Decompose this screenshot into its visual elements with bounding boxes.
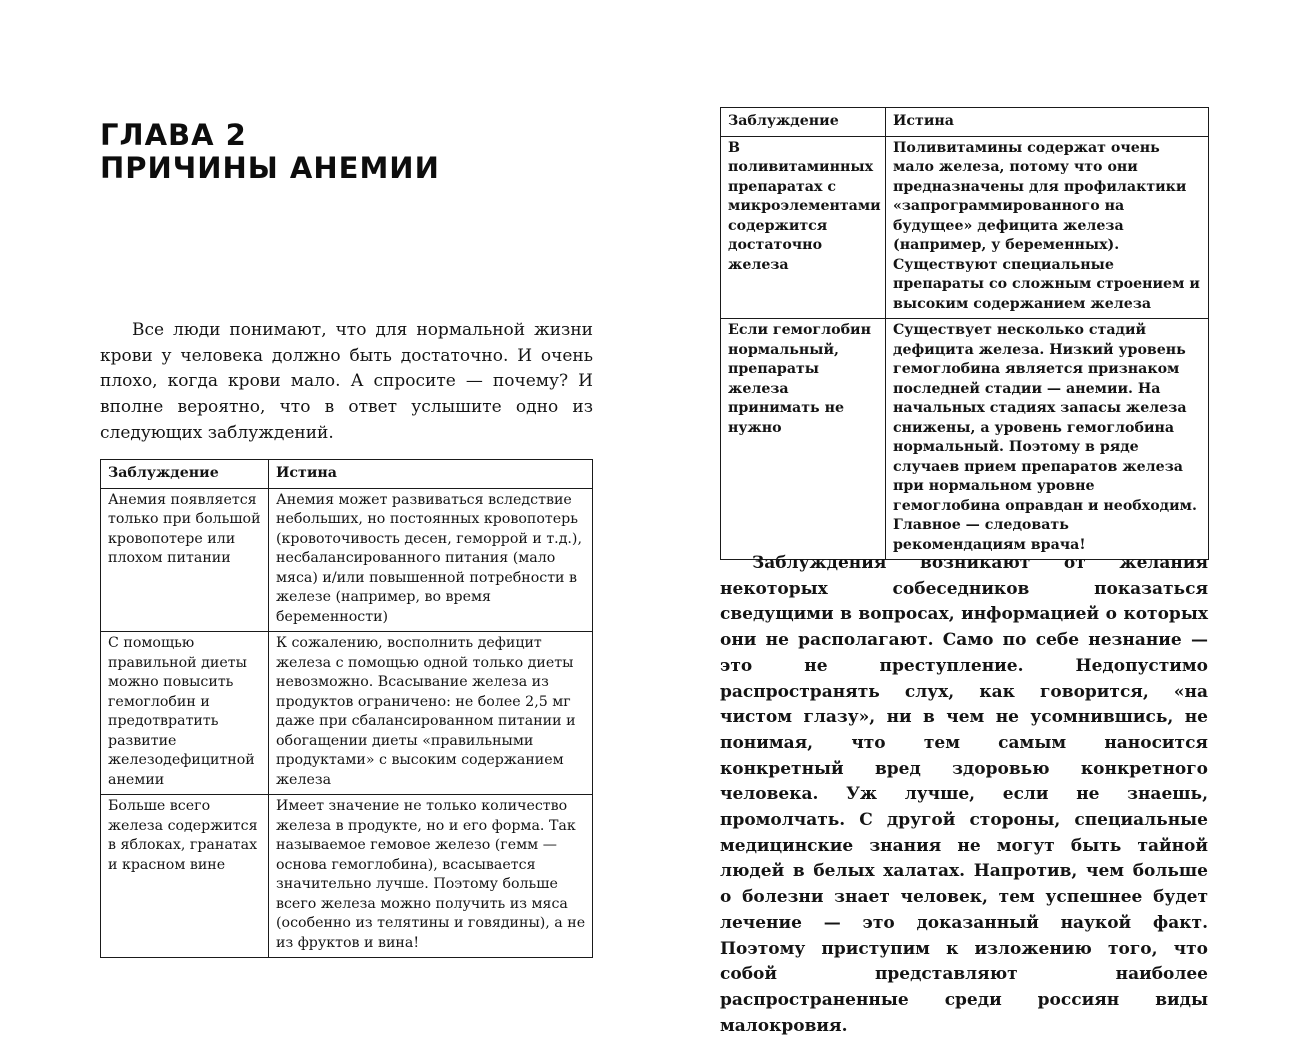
table-row — [721, 136, 1209, 319]
table-header-row — [101, 460, 593, 489]
chapter-title: ПРИЧИНЫ АНЕМИИ — [100, 151, 440, 185]
truth-cell: Поливитамины содержат очень мало железа, потому что они предназначены для профилактики «запрограммированного на будущее» дефицита железа (например, у беременных). Существуют специальные препараты со сложным строением и высоким содержанием железа — [886, 136, 1209, 319]
truth-cell: Существует несколько стадий дефицита железа. Низкий уровень гемоглобина является признаком последней стадии — анемии. На начальных стадиях запасы железа снижены, а уровень гемоглобина нормальный. Поэтому в ряде случаев прием препаратов железа при нормальном уровне гемоглобина оправдан и необходим. Главное — следовать рекомендациям врача! — [886, 319, 1209, 560]
table-row — [721, 319, 1209, 560]
myths-table-left — [100, 459, 593, 958]
myth-cell: С помощью правильной диеты можно повысить гемоглобин и предотвратить развитие железодефицитной анемии — [101, 632, 269, 795]
table-header-row — [721, 108, 1209, 137]
header-truth: Истина — [886, 108, 1209, 137]
chapter-label: ГЛАВА 2 — [100, 118, 247, 152]
table-row — [101, 488, 593, 632]
header-myth: Заблуждение — [101, 460, 269, 489]
truth-cell: Имеет значение не только количество железа в продукте, но и его форма. Так называемое гемовое железо (гемм — основа гемоглобина), всасывается значительно лучше. Поэтому больше всего железа можно получить из мяса (особенно из телятины и говядины), а не из фруктов и вина! — [269, 795, 593, 958]
intro-paragraph: Все люди понимают, что для нормальной жизни крови у человека должно быть достаточно. И очень плохо, когда крови мало. А спросите — почему? И вполне вероятно, что в ответ услышите одно из следующих заблуждений. — [100, 320, 593, 443]
myths-table-right — [720, 107, 1209, 560]
header-truth: Истина — [269, 460, 593, 489]
truth-cell: Анемия может развиваться вследствие небольших, но постоянных кровопотерь (кровоточивость десен, геморрой и т.д.), несбалансированного питания (мало мяса) и/или повышенной потребности в железе (например, во время беременности) — [269, 488, 593, 632]
table-row — [101, 795, 593, 958]
closing-paragraph: Заблуждения возникают от желания некоторых собеседников показаться сведущими в вопросах, информацией о которых они не располагают. Само по себе незнание — это не преступление. Недопустимо распространять слух, как говорится, «на чистом глазу», ни в чем не усомнившись, не понимая, что тем самым наносится конкретный вред здоровью конкретного человека. Уж лучше, если не знаешь, промолчать. С другой стороны, специальные медицинские знания не могут быть тайной людей в белых халатах. Напротив, чем больше о болезни знает человек, тем успешнее будет лечение — это доказанный наукой факт. Поэтому приступим к изложению того, что собой представляют наиболее распространенные среди россиян виды малокровия. — [720, 553, 1208, 1036]
myth-cell: В поливитаминных препаратах с микроэлементами содержится достаточно железа — [721, 136, 886, 319]
myth-cell: Анемия появляется только при большой кровопотере или плохом питании — [101, 488, 269, 632]
header-myth: Заблуждение — [721, 108, 886, 137]
table-row — [101, 632, 593, 795]
myth-cell: Больше всего железа содержится в яблоках, гранатах и красном вине — [101, 795, 269, 958]
truth-cell: К сожалению, восполнить дефицит железа с помощью одной только диеты невозможно. Всасывание железа из продуктов ограничено: не более 2,5 мг даже при сбалансированном питании и обогащении диеты «правильными продуктами» с высоким содержанием железа — [269, 632, 593, 795]
myth-cell: Если гемоглобин нормальный, препараты железа принимать не нужно — [721, 319, 886, 560]
